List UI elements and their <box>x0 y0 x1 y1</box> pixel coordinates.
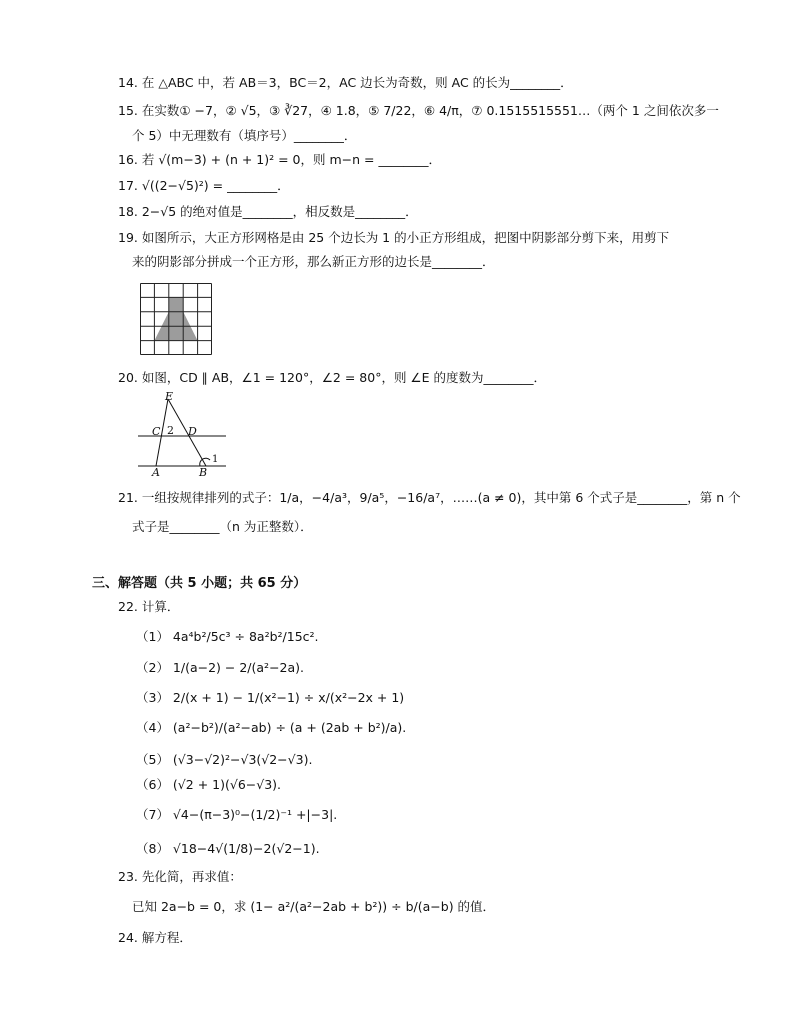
label-b: B <box>199 466 208 476</box>
question-21-line2: 式子是________（n 为正整数）． <box>132 519 313 534</box>
question-15-line2: 个 5）中无理数有（填序号）________． <box>132 128 357 143</box>
parallel-lines-figure <box>132 390 232 476</box>
label-angle-2: 2 <box>167 424 174 437</box>
question-19-line1: 19. 如图所示，大正方形网格是由 25 个边长为 1 的小正方形组成，把图中阴影部分剪下来，用剪下 <box>118 230 670 245</box>
question-22-stem: 22. 计算． <box>118 599 180 614</box>
section-3-title: 三、解答题（共 5 小题；共 65 分） <box>92 576 307 591</box>
question-20: 20. 如图，CD ∥ AB，∠1 = 120°，∠2 = 80°，则 ∠E 的度数为________． <box>118 370 547 385</box>
q22-item-5: （5） (√3−√2)²−√3(√2−√3). <box>136 752 313 767</box>
q22-item-4: （4） (a²−b²)/(a²−ab) ÷ (a + (2ab + b²)/a). <box>136 720 407 735</box>
question-14: 14. 在 △ABC 中，若 AB＝3，BC＝2，AC 边长为奇数，则 AC 的长为________． <box>118 75 573 90</box>
q22-item-8: （8） √18−4√(1/8)−2(√2−1). <box>136 841 320 856</box>
question-23-stem: 23. 先化简，再求值： <box>118 869 242 884</box>
question-21-line1: 21. 一组按规律排列的式子：1/a，−4/a³，9/a⁵，−16/a⁷，……(a ≠ 0)，其中第 6 个式子是________，第 n 个 <box>118 490 741 505</box>
q22-item-6: （6） (√2 + 1)(√6−√3). <box>136 777 282 792</box>
label-e: E <box>165 390 174 403</box>
question-24-stem: 24. 解方程． <box>118 930 192 945</box>
grid-figure <box>140 283 212 355</box>
q22-item-1: （1） 4a⁴b²/5c³ ÷ 8a²b²/15c². <box>136 629 319 644</box>
label-a: A <box>152 466 160 476</box>
label-c: C <box>152 425 161 438</box>
q22-item-3: （3） 2/(x + 1) − 1/(x²−1) ÷ x/(x²−2x + 1) <box>136 690 405 705</box>
label-angle-1: 1 <box>212 454 219 465</box>
question-16: 16. 若 √(m−3) + (n + 1)² = 0，则 m−n = ________． <box>118 152 441 167</box>
q22-item-7: （7） √4−(π−3)⁰−(1/2)⁻¹ +|−3|. <box>136 807 338 822</box>
shaded-trapezoid <box>154 297 197 340</box>
question-18: 18. 2−√5 的绝对值是________，相反数是________． <box>118 204 418 219</box>
question-17: 17. √((2−√5)²) = ________． <box>118 178 290 193</box>
label-d: D <box>188 425 197 438</box>
question-19-line2: 来的阴影部分拼成一个正方形，那么新正方形的边长是________． <box>132 254 495 269</box>
question-23-body: 已知 2a−b = 0，求 (1− a²/(a²−2ab + b²)) ÷ b/(a−b) 的值． <box>132 899 496 914</box>
question-15-line1: 15. 在实数① −7，② √5，③ ∛27，④ 1.8，⑤ 7/22，⑥ 4/π，⑦ 0.1515515551…（两个 1 之间依次多一 <box>118 103 719 118</box>
q22-item-2: （2） 1/(a−2) − 2/(a²−2a). <box>136 660 304 675</box>
